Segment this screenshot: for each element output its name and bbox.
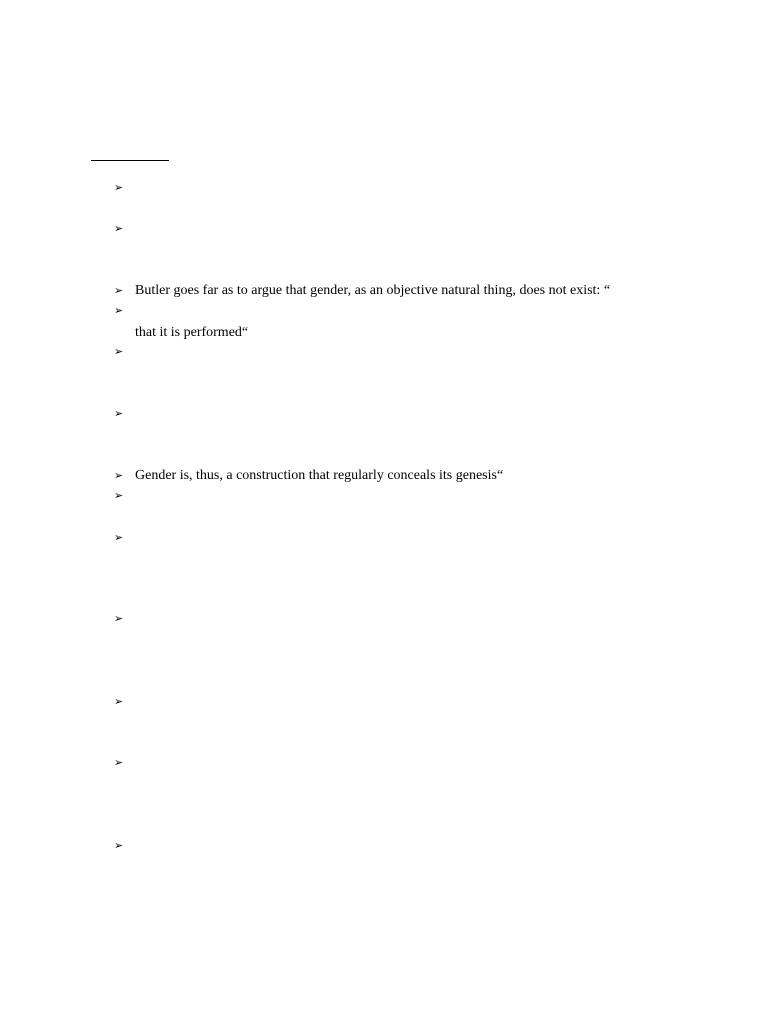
bullet-continuation-text: that it is performed“: [135, 325, 249, 340]
bullet-text: Gender is, thus, a construction that regularly conceals its genesis“: [135, 468, 504, 483]
arrow-bullet-icon: ➢: [114, 695, 124, 708]
bullet-text: Butler goes far as to argue that gender, as an objective natural thing, does not exist: “: [135, 283, 611, 298]
arrow-bullet-icon: ➢: [114, 345, 124, 358]
arrow-bullet-icon: ➢: [114, 612, 124, 625]
arrow-bullet-icon: ➢: [114, 489, 124, 502]
arrow-bullet-icon: ➢: [114, 222, 124, 235]
arrow-bullet-icon: ➢: [114, 756, 124, 769]
arrow-bullet-icon: ➢: [114, 839, 124, 852]
arrow-bullet-icon: ➢: [114, 304, 124, 317]
arrow-bullet-icon: ➢: [114, 284, 124, 297]
arrow-bullet-icon: ➢: [114, 407, 124, 420]
arrow-bullet-icon: ➢: [114, 181, 124, 194]
heading-underline: [91, 160, 169, 161]
arrow-bullet-icon: ➢: [114, 469, 124, 482]
arrow-bullet-icon: ➢: [114, 531, 124, 544]
